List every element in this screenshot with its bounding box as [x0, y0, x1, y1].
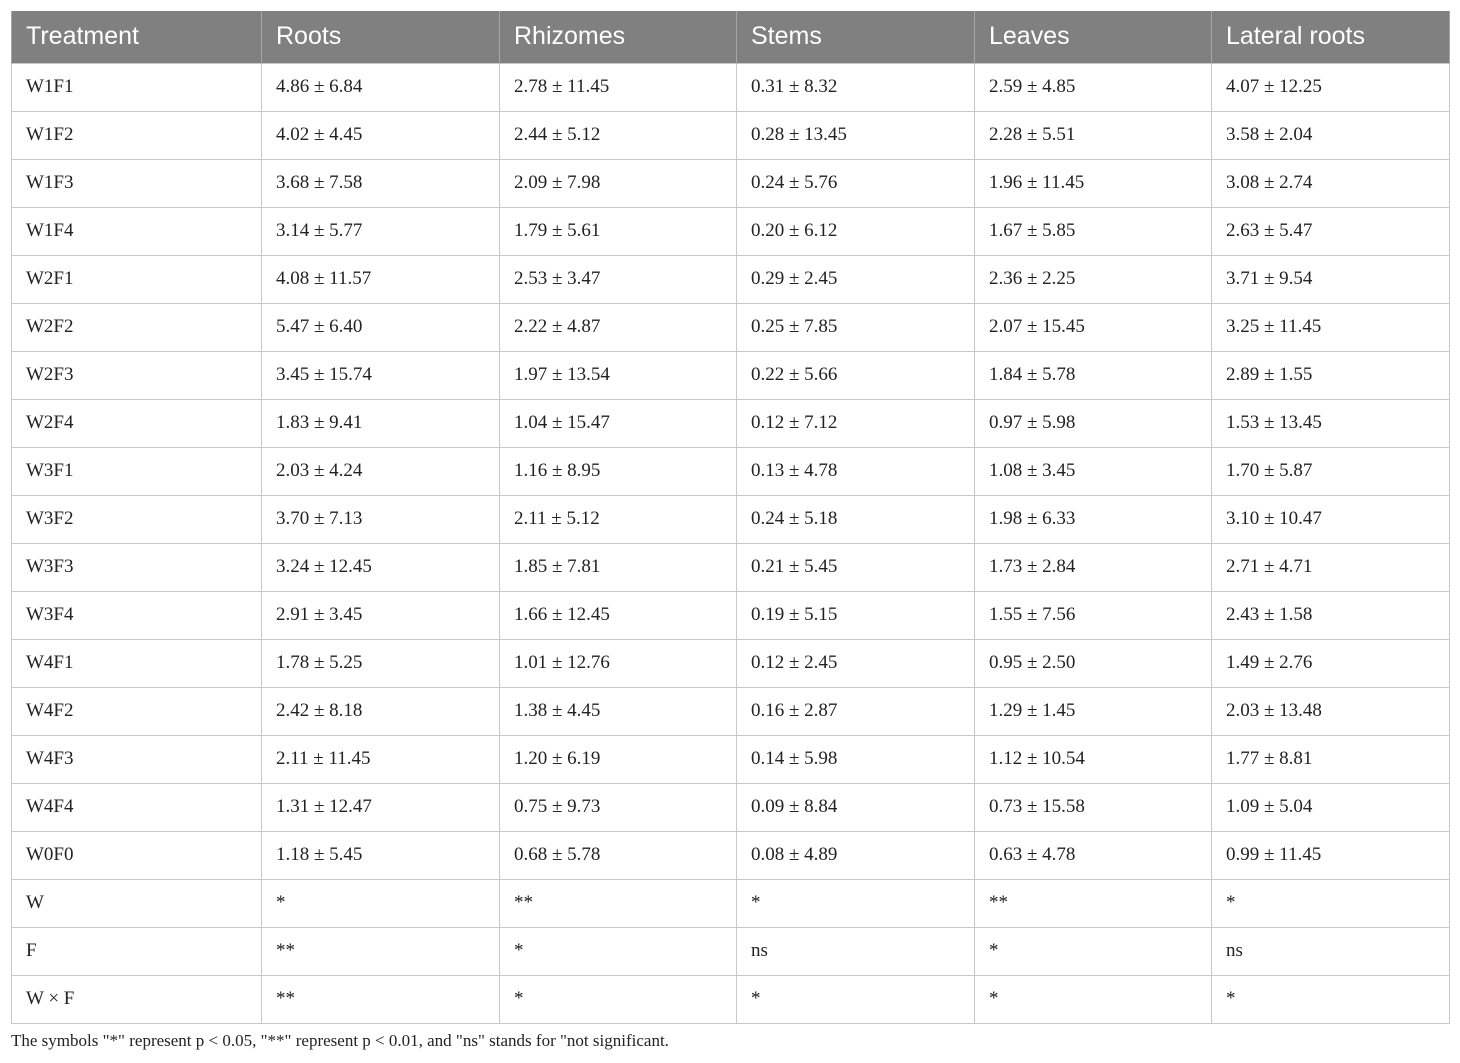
stems-cell: *	[737, 879, 975, 927]
leaves-cell: **	[975, 879, 1212, 927]
leaves-cell: *	[975, 975, 1212, 1023]
column-header-stems: Stems	[737, 11, 975, 63]
stems-cell: 0.31 ± 8.32	[737, 63, 975, 111]
stems-cell: *	[737, 975, 975, 1023]
treatment-cell: W2F4	[12, 399, 262, 447]
roots-cell: 1.83 ± 9.41	[262, 399, 500, 447]
leaves-cell: 1.29 ± 1.45	[975, 687, 1212, 735]
header-row	[12, 11, 1450, 63]
table-row	[12, 207, 1450, 255]
roots-cell: *	[262, 879, 500, 927]
stems-cell: 0.09 ± 8.84	[737, 783, 975, 831]
stems-cell: 0.14 ± 5.98	[737, 735, 975, 783]
rhizomes-cell: 1.16 ± 8.95	[500, 447, 737, 495]
table-row	[12, 639, 1450, 687]
treatment-cell: W2F1	[12, 255, 262, 303]
leaves-cell: 1.84 ± 5.78	[975, 351, 1212, 399]
stems-cell: 0.24 ± 5.76	[737, 159, 975, 207]
rhizomes-cell: 1.66 ± 12.45	[500, 591, 737, 639]
stems-cell: 0.21 ± 5.45	[737, 543, 975, 591]
lateral-roots-cell: 3.71 ± 9.54	[1212, 255, 1450, 303]
table-row	[12, 351, 1450, 399]
leaves-cell: 2.36 ± 2.25	[975, 255, 1212, 303]
table-row	[12, 783, 1450, 831]
table-row	[12, 543, 1450, 591]
treatment-cell: W3F1	[12, 447, 262, 495]
treatment-cell: W3F2	[12, 495, 262, 543]
rhizomes-cell: *	[500, 975, 737, 1023]
rhizomes-cell: 1.38 ± 4.45	[500, 687, 737, 735]
rhizomes-cell: 2.44 ± 5.12	[500, 111, 737, 159]
lateral-roots-cell: 1.49 ± 2.76	[1212, 639, 1450, 687]
column-header-treatment: Treatment	[12, 11, 262, 63]
rhizomes-cell: 2.09 ± 7.98	[500, 159, 737, 207]
roots-cell: 3.24 ± 12.45	[262, 543, 500, 591]
lateral-roots-cell: 1.70 ± 5.87	[1212, 447, 1450, 495]
treatment-cell: W4F1	[12, 639, 262, 687]
treatment-cell: W1F2	[12, 111, 262, 159]
stems-cell: 0.28 ± 13.45	[737, 111, 975, 159]
lateral-roots-cell: 3.10 ± 10.47	[1212, 495, 1450, 543]
roots-cell: 4.02 ± 4.45	[262, 111, 500, 159]
treatment-cell: W × F	[12, 975, 262, 1023]
roots-cell: 2.03 ± 4.24	[262, 447, 500, 495]
lateral-roots-cell: 3.25 ± 11.45	[1212, 303, 1450, 351]
roots-cell: 3.68 ± 7.58	[262, 159, 500, 207]
rhizomes-cell: 2.53 ± 3.47	[500, 255, 737, 303]
column-header-roots: Roots	[262, 11, 500, 63]
stems-cell: 0.12 ± 7.12	[737, 399, 975, 447]
table-row	[12, 255, 1450, 303]
leaves-cell: 1.96 ± 11.45	[975, 159, 1212, 207]
treatment-cell: W0F0	[12, 831, 262, 879]
lateral-roots-cell: ns	[1212, 927, 1450, 975]
table-body	[12, 63, 1450, 1023]
column-header-leaves: Leaves	[975, 11, 1212, 63]
treatment-cell: W1F1	[12, 63, 262, 111]
rhizomes-cell: 0.68 ± 5.78	[500, 831, 737, 879]
lateral-roots-cell: 2.89 ± 1.55	[1212, 351, 1450, 399]
table-row	[12, 879, 1450, 927]
roots-cell: 3.14 ± 5.77	[262, 207, 500, 255]
roots-cell: 1.18 ± 5.45	[262, 831, 500, 879]
table-row	[12, 111, 1450, 159]
rhizomes-cell: 2.22 ± 4.87	[500, 303, 737, 351]
leaves-cell: 0.95 ± 2.50	[975, 639, 1212, 687]
treatment-cell: W2F2	[12, 303, 262, 351]
rhizomes-cell: 2.78 ± 11.45	[500, 63, 737, 111]
table-row	[12, 447, 1450, 495]
treatment-cell: W4F4	[12, 783, 262, 831]
lateral-roots-cell: 4.07 ± 12.25	[1212, 63, 1450, 111]
stems-cell: 0.24 ± 5.18	[737, 495, 975, 543]
table-row	[12, 687, 1450, 735]
rhizomes-cell: 1.97 ± 13.54	[500, 351, 737, 399]
table-row	[12, 975, 1450, 1023]
leaves-cell: 1.67 ± 5.85	[975, 207, 1212, 255]
treatment-cell: W3F3	[12, 543, 262, 591]
lateral-roots-cell: 1.77 ± 8.81	[1212, 735, 1450, 783]
roots-cell: 1.31 ± 12.47	[262, 783, 500, 831]
rhizomes-cell: 2.11 ± 5.12	[500, 495, 737, 543]
lateral-roots-cell: 2.03 ± 13.48	[1212, 687, 1450, 735]
roots-cell: 4.08 ± 11.57	[262, 255, 500, 303]
roots-cell: 2.11 ± 11.45	[262, 735, 500, 783]
leaves-cell: 1.55 ± 7.56	[975, 591, 1212, 639]
table-row	[12, 63, 1450, 111]
rhizomes-cell: 1.79 ± 5.61	[500, 207, 737, 255]
roots-cell: **	[262, 927, 500, 975]
leaves-cell: 2.59 ± 4.85	[975, 63, 1212, 111]
data-table	[11, 11, 1450, 1024]
leaves-cell: 0.73 ± 15.58	[975, 783, 1212, 831]
roots-cell: 5.47 ± 6.40	[262, 303, 500, 351]
lateral-roots-cell: *	[1212, 879, 1450, 927]
leaves-cell: 1.12 ± 10.54	[975, 735, 1212, 783]
roots-cell: 4.86 ± 6.84	[262, 63, 500, 111]
leaves-cell: *	[975, 927, 1212, 975]
leaves-cell: 0.97 ± 5.98	[975, 399, 1212, 447]
lateral-roots-cell: 1.09 ± 5.04	[1212, 783, 1450, 831]
lateral-roots-cell: 2.43 ± 1.58	[1212, 591, 1450, 639]
treatment-cell: W2F3	[12, 351, 262, 399]
rhizomes-cell: 1.85 ± 7.81	[500, 543, 737, 591]
rhizomes-cell: 1.20 ± 6.19	[500, 735, 737, 783]
table-row	[12, 303, 1450, 351]
stems-cell: 0.12 ± 2.45	[737, 639, 975, 687]
lateral-roots-cell: 2.71 ± 4.71	[1212, 543, 1450, 591]
stems-cell: 0.20 ± 6.12	[737, 207, 975, 255]
table-row	[12, 927, 1450, 975]
column-header-rhizomes: Rhizomes	[500, 11, 737, 63]
treatment-cell: W1F3	[12, 159, 262, 207]
rhizomes-cell: 1.01 ± 12.76	[500, 639, 737, 687]
table-row	[12, 735, 1450, 783]
roots-cell: 1.78 ± 5.25	[262, 639, 500, 687]
lateral-roots-cell: 3.08 ± 2.74	[1212, 159, 1450, 207]
stems-cell: 0.13 ± 4.78	[737, 447, 975, 495]
rhizomes-cell: 0.75 ± 9.73	[500, 783, 737, 831]
lateral-roots-cell: 3.58 ± 2.04	[1212, 111, 1450, 159]
treatment-cell: W4F3	[12, 735, 262, 783]
data-table-container	[11, 11, 1449, 1024]
rhizomes-cell: *	[500, 927, 737, 975]
table-row	[12, 495, 1450, 543]
treatment-cell: F	[12, 927, 262, 975]
table-row	[12, 159, 1450, 207]
leaves-cell: 0.63 ± 4.78	[975, 831, 1212, 879]
stems-cell: 0.25 ± 7.85	[737, 303, 975, 351]
treatment-cell: W1F4	[12, 207, 262, 255]
leaves-cell: 1.73 ± 2.84	[975, 543, 1212, 591]
lateral-roots-cell: *	[1212, 975, 1450, 1023]
roots-cell: 3.70 ± 7.13	[262, 495, 500, 543]
lateral-roots-cell: 2.63 ± 5.47	[1212, 207, 1450, 255]
treatment-cell: W	[12, 879, 262, 927]
leaves-cell: 1.98 ± 6.33	[975, 495, 1212, 543]
lateral-roots-cell: 1.53 ± 13.45	[1212, 399, 1450, 447]
table-row	[12, 399, 1450, 447]
stems-cell: 0.16 ± 2.87	[737, 687, 975, 735]
treatment-cell: W4F2	[12, 687, 262, 735]
stems-cell: 0.29 ± 2.45	[737, 255, 975, 303]
lateral-roots-cell: 0.99 ± 11.45	[1212, 831, 1450, 879]
roots-cell: 3.45 ± 15.74	[262, 351, 500, 399]
rhizomes-cell: 1.04 ± 15.47	[500, 399, 737, 447]
leaves-cell: 2.07 ± 15.45	[975, 303, 1212, 351]
rhizomes-cell: **	[500, 879, 737, 927]
roots-cell: **	[262, 975, 500, 1023]
leaves-cell: 1.08 ± 3.45	[975, 447, 1212, 495]
table-row	[12, 591, 1450, 639]
stems-cell: ns	[737, 927, 975, 975]
column-header-lateral-roots: Lateral roots	[1212, 11, 1450, 63]
stems-cell: 0.22 ± 5.66	[737, 351, 975, 399]
table-header	[12, 11, 1450, 63]
stems-cell: 0.19 ± 5.15	[737, 591, 975, 639]
leaves-cell: 2.28 ± 5.51	[975, 111, 1212, 159]
roots-cell: 2.91 ± 3.45	[262, 591, 500, 639]
table-footnote: The symbols "*" represent p < 0.05, "**" represent p < 0.01, and "ns" stands for "not significant.	[11, 1031, 669, 1050]
table-row	[12, 831, 1450, 879]
roots-cell: 2.42 ± 8.18	[262, 687, 500, 735]
stems-cell: 0.08 ± 4.89	[737, 831, 975, 879]
treatment-cell: W3F4	[12, 591, 262, 639]
